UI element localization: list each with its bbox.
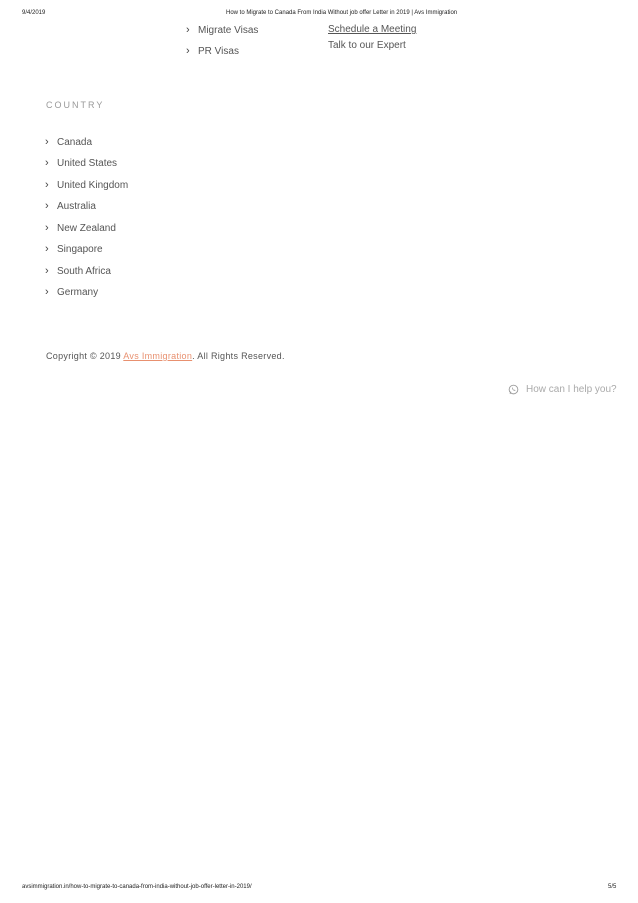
help-chat-button[interactable]	[508, 384, 617, 395]
chevron-right-icon: ›	[45, 157, 49, 169]
chevron-right-icon: ›	[45, 222, 49, 234]
chevron-right-icon: ›	[45, 136, 49, 148]
chevron-right-icon: ›	[186, 24, 190, 36]
country-link-united-states[interactable]	[45, 157, 117, 169]
chevron-right-icon: ›	[45, 265, 49, 277]
chevron-right-icon: ›	[186, 45, 190, 57]
print-date: 9/4/2019	[22, 10, 46, 16]
country-link-label: Canada	[57, 136, 93, 148]
chevron-right-icon: ›	[45, 200, 49, 212]
schedule-meeting-link[interactable]: Schedule a Meeting	[328, 24, 417, 35]
country-link-label: United Kingdom	[57, 179, 129, 191]
help-chat-label: How can I help you?	[526, 384, 617, 395]
country-link-label: New Zealand	[57, 222, 116, 234]
print-title: How to Migrate to Canada From India Without job offer Letter in 2019 | Avs Immigration	[226, 10, 458, 16]
whatsapp-icon	[508, 384, 519, 395]
country-link-label: Australia	[57, 200, 96, 212]
country-link-germany[interactable]	[45, 286, 98, 298]
country-link-new-zealand[interactable]	[45, 222, 116, 234]
chevron-right-icon: ›	[45, 286, 49, 298]
country-link-canada[interactable]	[45, 136, 92, 148]
country-link-singapore[interactable]	[45, 243, 103, 255]
chevron-right-icon: ›	[45, 243, 49, 255]
talk-expert-text: Talk to our Expert	[328, 40, 406, 51]
copyright-suffix: . All Rights Reserved.	[192, 351, 285, 361]
copyright-prefix: Copyright © 2019	[46, 351, 121, 361]
country-link-label: Germany	[57, 286, 99, 298]
country-heading: COUNTRY	[46, 100, 105, 110]
page-number: 5/5	[608, 884, 617, 890]
country-link-united-kingdom[interactable]	[45, 179, 128, 191]
nav-link-pr-visas[interactable]	[186, 45, 239, 57]
nav-link-label: PR Visas	[198, 45, 239, 57]
print-url: avsimmigration.in/how-to-migrate-to-canada-from-india-without-job-offer-letter-in-2019/	[22, 884, 252, 890]
country-link-label: Singapore	[57, 243, 103, 255]
country-link-label: South Africa	[57, 265, 111, 277]
country-link-australia[interactable]	[45, 200, 96, 212]
country-link-south-africa[interactable]	[45, 265, 111, 277]
copyright-line	[46, 351, 285, 361]
nav-link-label: Migrate Visas	[198, 24, 259, 36]
country-link-label: United States	[57, 157, 118, 169]
chevron-right-icon: ›	[45, 179, 49, 191]
brand-link[interactable]: Avs Immigration	[123, 351, 193, 361]
nav-link-migrate-visas[interactable]	[186, 24, 258, 36]
